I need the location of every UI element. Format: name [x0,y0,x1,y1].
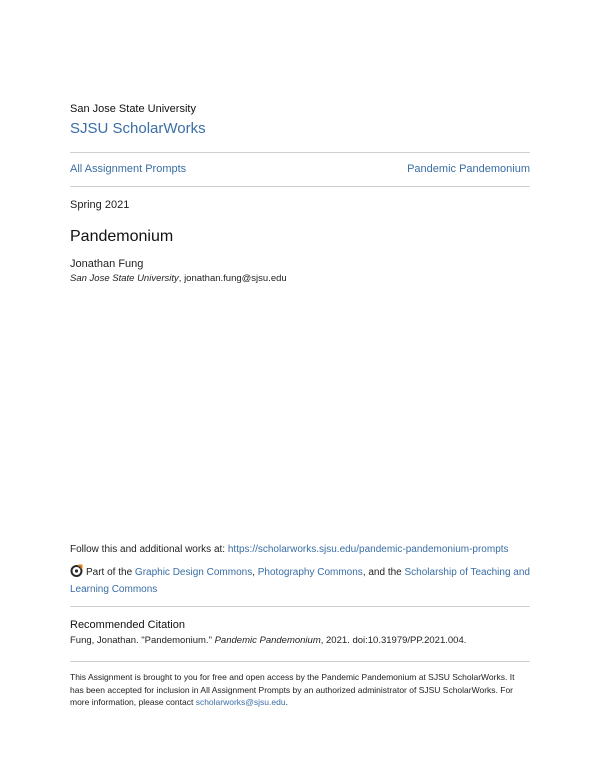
affiliation-comma: , [178,273,185,284]
part-of-separator: , [252,567,258,578]
divider [70,186,530,187]
contact-email-link[interactable]: scholarworks@sjsu.edu [195,697,286,707]
graphic-design-commons-link[interactable]: Graphic Design Commons [134,567,253,578]
author-name: Jonathan Fung [70,258,144,270]
footer-end: . [285,697,288,707]
affiliation-email: jonathan.fung@sjsu.edu [184,273,287,284]
citation-heading: Recommended Citation [70,619,185,631]
citation-rest: , 2021. doi:10.31979/PP.2021.004. [320,635,467,646]
collection-link-pandemic-pandemonium[interactable]: Pandemic Pandemonium [407,163,530,175]
affiliation-institution: San Jose State University [70,273,179,284]
part-of-prefix: Part of the [86,567,135,578]
divider [70,661,530,662]
follow-line [70,544,530,555]
citation-journal: Pandemic Pandemonium [214,635,321,646]
document-title: Pandemonium [70,228,174,245]
divider [70,152,530,153]
footer-notice [70,671,530,709]
university-name: San Jose State University [70,103,196,115]
open-access-icon [70,564,83,577]
cover-page [70,0,530,776]
footer-text: This Assignment is brought to you for free and open access by the Pandemic Pandemonium at SJSU ScholarWorks. It has been accepted for inclusion in All Assignment Prompts by an authorized administrator of SJSU ScholarWorks. For more information, please contact [70,672,515,707]
publication-date: Spring 2021 [70,199,130,211]
follow-prefix: Follow this and additional works at: [70,544,228,555]
repository-link[interactable]: SJSU ScholarWorks [70,120,206,137]
divider [70,606,530,607]
follow-url-link[interactable]: https://scholarworks.sjsu.edu/pandemic-pandemonium-prompts [227,544,509,555]
scholarship-teaching-learning-commons-link[interactable]: Scholarship of Teaching and Learning Commons [70,567,530,595]
part-of-line [70,564,530,598]
citation-text [70,635,530,646]
author-affiliation [70,273,287,284]
collection-link-all-assignment-prompts[interactable]: All Assignment Prompts [70,163,187,175]
part-of-separator: , and the [362,567,405,578]
citation-author: Fung, Jonathan. "Pandemonium." [70,635,215,646]
photography-commons-link[interactable]: Photography Commons [257,567,363,578]
